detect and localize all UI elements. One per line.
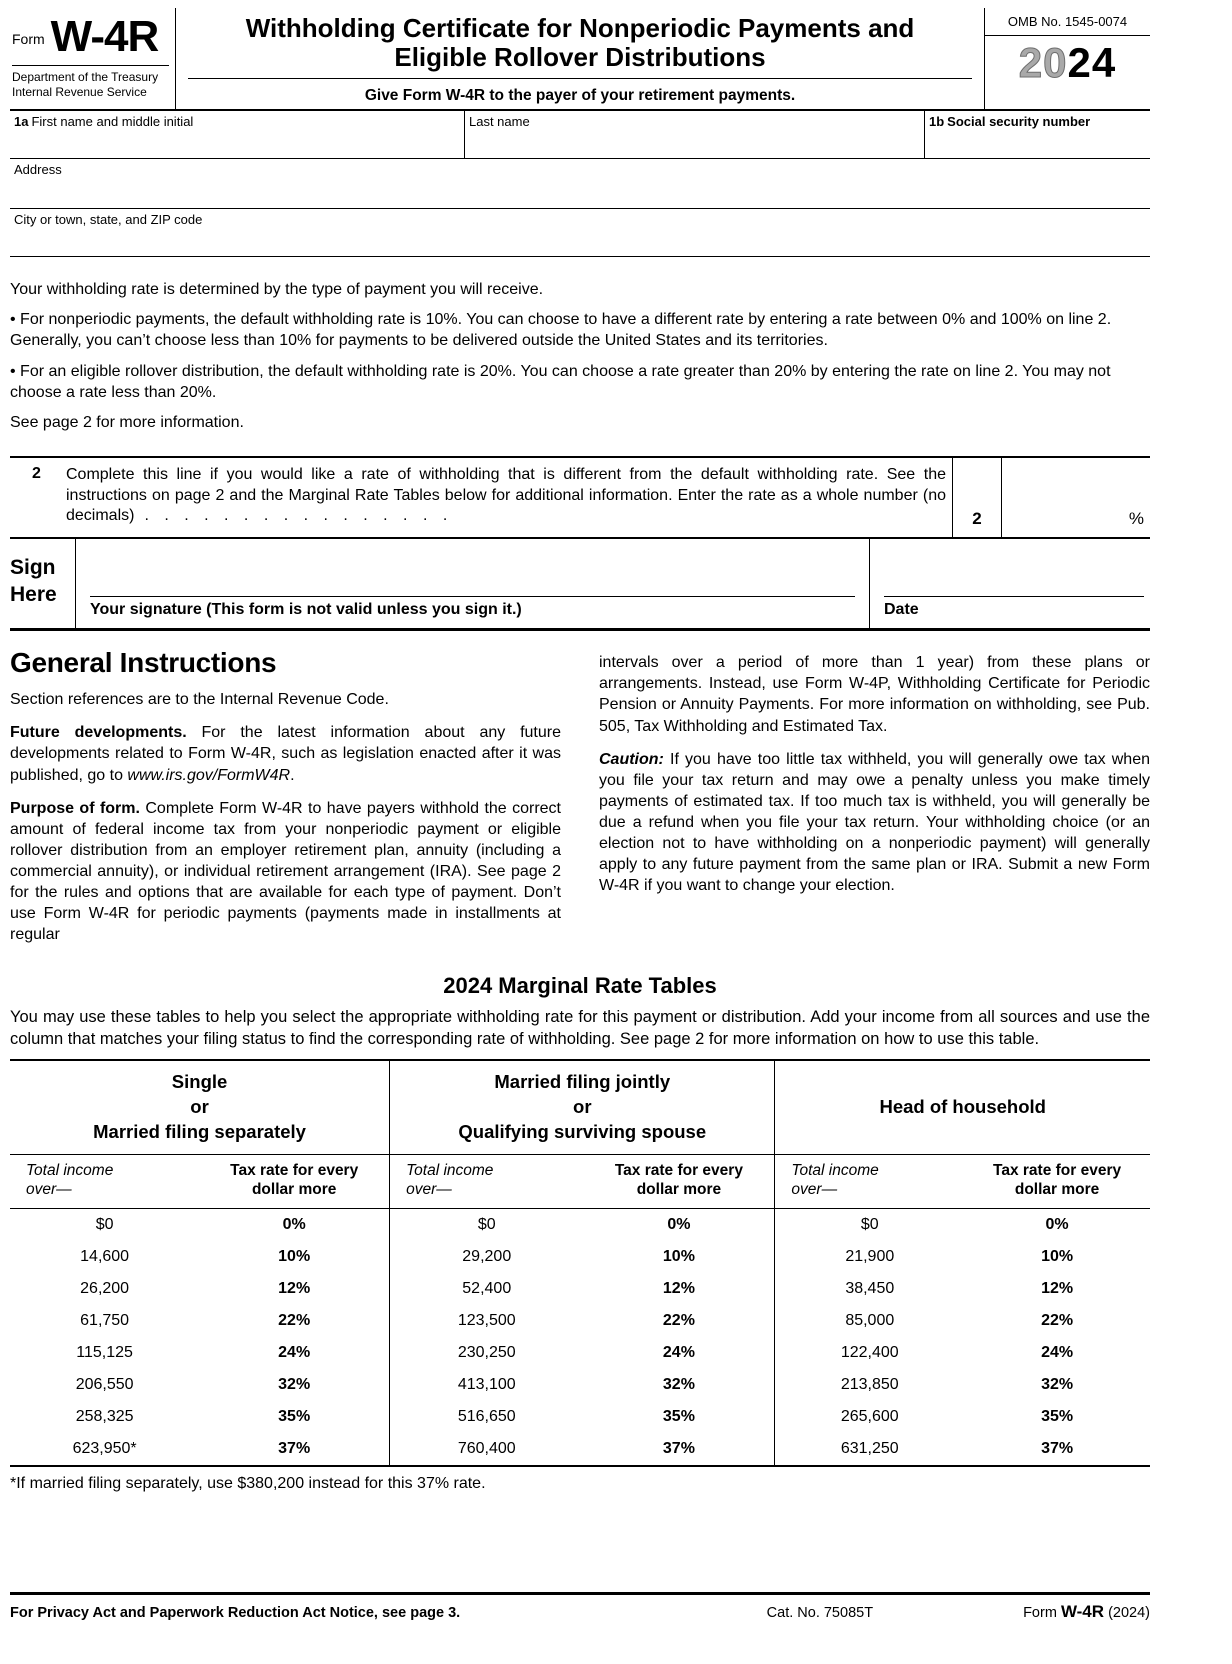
- privacy-act-notice: For Privacy Act and Paperwork Reduction Act Notice, see page 3.: [10, 1605, 461, 1621]
- address-input[interactable]: [10, 177, 1150, 205]
- treasury-label: Department of the Treasury Internal Revenue Service: [12, 65, 169, 100]
- date-input[interactable]: [884, 539, 1144, 597]
- general-instructions: [10, 647, 1150, 957]
- last-name-field: [465, 111, 925, 158]
- income-column-header: Total income over—: [775, 1154, 964, 1208]
- first-name-input[interactable]: [10, 129, 464, 157]
- rate-table-row: 61,750 22% 123,500 22% 85,000 22%: [10, 1305, 1150, 1337]
- omb-year-box: [984, 8, 1150, 109]
- w4p-continuation: intervals over a period of more than 1 year) from these plans or arrangements. Instead, use Form W-4P, Withholding Certificate for Periodic Pension or Annuity Payments. For more information on withholding, see Pub. 505, Tax Withholding and Estimated Tax.: [599, 654, 1150, 735]
- purpose-of-form: Purpose of form. Complete Form W-4R to have payers withhold the correct amount of federal income tax from your nonperiodic payment or eligible rollover distribution from an employer retirement plan, annuity (including a commercial annuity), or individual retirement arrangement (IRA). See page 2 for the rules and options that are available for each type of payment. Don’t use Form W-4R for periodic payments (payments made in installments at regular: [10, 799, 561, 944]
- line-2-section: [10, 456, 1150, 539]
- form-word: Form: [12, 31, 45, 47]
- rate-table-row: 258,325 35% 516,650 35% 265,600 35%: [10, 1401, 1150, 1433]
- ssn-label: 1b Social security number: [929, 114, 1091, 130]
- withholding-intro: [10, 279, 1150, 442]
- omb-number: OMB No. 1545-0074: [985, 8, 1150, 36]
- last-name-input[interactable]: [465, 129, 924, 157]
- rate-table: [10, 1059, 1150, 1467]
- form-id-footer: Form W-4R (2024): [1023, 1602, 1150, 1621]
- marginal-rate-tables: [10, 967, 1150, 1492]
- line2-entry-number: 2: [952, 458, 1002, 537]
- intro-see-page2: See page 2 for more information.: [10, 413, 244, 431]
- last-name-label: Last name: [469, 114, 530, 130]
- tax-year: 2024: [1018, 39, 1117, 86]
- line2-description: Complete this line if you would like a rate of withholding that is different from the default withholding rate. See the instructions on page 2 and the Marginal Rate Tables below for additional information. Enter the rate as a whole number (no decimals) . . . . . . . . . . . . . . . .: [66, 465, 946, 525]
- general-instructions-heading: General Instructions: [10, 647, 277, 679]
- form-number: W-4R: [50, 12, 159, 61]
- column-header-row: [10, 1154, 1150, 1208]
- mfs-footnote: *If married filing separately, use $380,200 instead for this 37% rate.: [10, 1474, 486, 1492]
- ssn-field: [925, 111, 1150, 158]
- address-label: Address: [14, 162, 62, 178]
- intro-line-1: Your withholding rate is determined by the type of payment you will receive.: [10, 281, 544, 299]
- city-state-zip-field: [10, 209, 1150, 257]
- rate-column-header: Tax rate for every dollar more: [964, 1154, 1150, 1208]
- rate-table-row: 206,550 32% 413,100 32% 213,850 32%: [10, 1369, 1150, 1401]
- city-state-zip-input[interactable]: [10, 227, 1150, 255]
- form-subtitle: Give Form W-4R to the payer of your retirement payments.: [364, 87, 796, 105]
- form-id-box: [10, 8, 176, 109]
- instructions-right-column: [599, 647, 1150, 957]
- form-title: Withholding Certificate for Nonperiodic Payments and Eligible Rollover Distributions: [245, 13, 915, 73]
- filing-status-single: Single or Married filing separately: [10, 1060, 390, 1154]
- caution-note: Caution: If you have too little tax withheld, you will generally owe tax when you file your tax return and may owe a penalty unless you make timely payments of estimated tax. If too much tax is withheld, you will generally be due a refund when you file your tax return. Your withholding choice (or an election not to have withholding on a nonperiodic payment) will generally apply to any future payment from the same plan or IRA. Submit a new Form W-4R if you want to change your election.: [599, 750, 1150, 895]
- filing-status-hoh: Head of household: [775, 1060, 1150, 1154]
- income-column-header: Total income over—: [390, 1154, 584, 1208]
- city-state-zip-label: City or town, state, and ZIP code: [14, 212, 203, 228]
- signature-input[interactable]: [90, 539, 855, 597]
- signature-section: [10, 539, 1150, 631]
- line2-item-number: 2: [32, 464, 41, 482]
- address-field: [10, 159, 1150, 209]
- taxpayer-info-section: [10, 111, 1150, 257]
- dot-leader: . . . . . . . . . . . . . . . .: [144, 507, 448, 525]
- first-name-field: [10, 111, 465, 158]
- rate-table-row: 115,125 24% 230,250 24% 122,400 24%: [10, 1337, 1150, 1369]
- ssn-input[interactable]: [925, 129, 1150, 157]
- filing-status-header-row: [10, 1060, 1150, 1154]
- future-developments: Future developments. For the latest information about any future developments related to Form W-4R, such as legislation enacted after it was published, go to www.irs.gov/FormW4R.: [10, 724, 561, 784]
- page-footer: [10, 1592, 1150, 1664]
- title-divider: [188, 78, 972, 79]
- rate-table-row: 14,600 10% 29,200 10% 21,900 10%: [10, 1241, 1150, 1273]
- rate-table-row: 26,200 12% 52,400 12% 38,450 12%: [10, 1273, 1150, 1305]
- form-header: [10, 8, 1150, 111]
- first-name-label: 1a First name and middle initial: [14, 114, 194, 130]
- irs-url: www.irs.gov/FormW4R: [127, 766, 291, 784]
- rate-column-header: Tax rate for every dollar more: [199, 1154, 389, 1208]
- rate-column-header: Tax rate for every dollar more: [583, 1154, 775, 1208]
- rate-input[interactable]: [1002, 458, 1150, 537]
- percent-sign: %: [1128, 509, 1144, 529]
- catalog-number: Cat. No. 75085T: [766, 1605, 874, 1621]
- date-area: [870, 539, 1150, 628]
- section-references: Section references are to the Internal Revenue Code.: [10, 691, 389, 709]
- marginal-rate-tables-intro: You may use these tables to help you select the appropriate withholding rate for this payment or distribution. Add your income from all sources and use the column that matches your filing status to find the corresponding rate of withholding. See page 2 for more information on how to use this table.: [10, 1008, 1150, 1049]
- income-column-header: Total income over—: [10, 1154, 199, 1208]
- signature-area: [76, 539, 870, 628]
- instructions-left-column: [10, 647, 561, 957]
- date-label: Date: [884, 601, 919, 619]
- form-title-box: [176, 8, 984, 109]
- intro-bullet-rollover: • For an eligible rollover distribution, the default withholding rate is 20%. You can choose a rate greater than 20% by entering the rate on line 2. You may not choose a rate less than 20%.: [10, 362, 1111, 401]
- marginal-rate-tables-title: 2024 Marginal Rate Tables: [443, 973, 717, 999]
- intro-bullet-nonperiodic: • For nonperiodic payments, the default withholding rate is 10%. You can choose to have a different rate by entering a rate between 0% and 100% on line 2. Generally, you can’t choose less than 10% for payments to be delivered outside the United States and its territories.: [10, 311, 1112, 350]
- rate-table-row: $0 0% $0 0% $0 0%: [10, 1208, 1150, 1241]
- rate-table-row: 623,950* 37% 760,400 37% 631,250 37%: [10, 1433, 1150, 1466]
- sign-here-label: Sign Here: [10, 539, 76, 628]
- filing-status-mfj: Married filing jointly or Qualifying surviving spouse: [390, 1060, 775, 1154]
- signature-caption: Your signature (This form is not valid unless you sign it.): [90, 601, 522, 619]
